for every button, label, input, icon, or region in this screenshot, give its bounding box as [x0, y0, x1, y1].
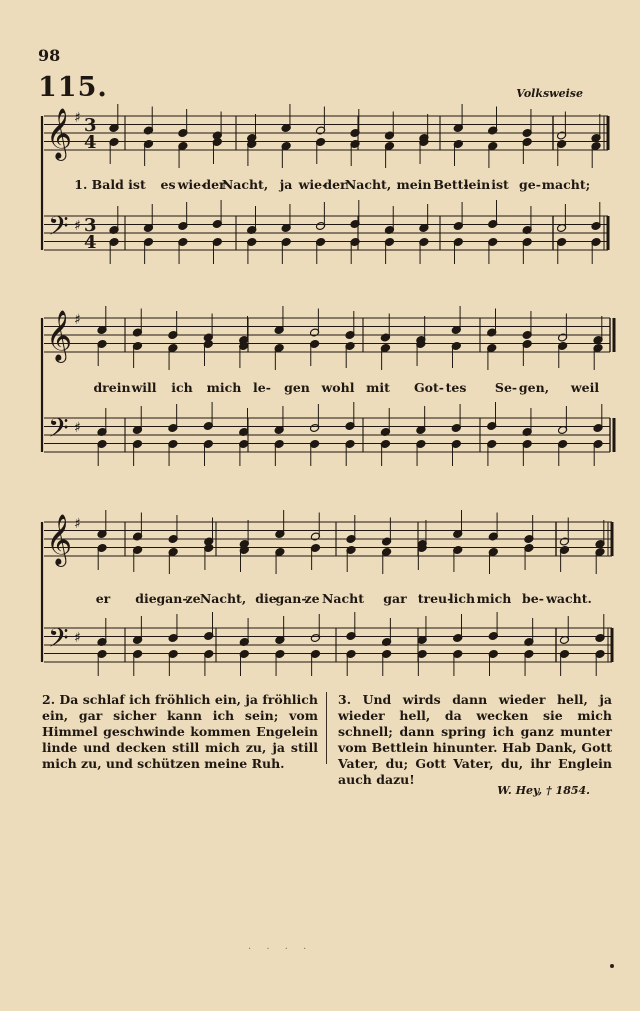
lyric-syllable: ze [185, 591, 201, 606]
tune-label: Volksweise [516, 87, 583, 100]
lyric-syllable: macht; [541, 177, 591, 192]
verse-2: 2. Da schlaf ich fröhlich ein, ja fröhlich ein, gar sicher kann ich sein; vom Himmel geschwinde kommen Engelein linde und decken still mich zu, ja still mich zu, und schützen meine Ruh. [42, 692, 318, 771]
bass-clef-icon: 𝄢 [48, 622, 69, 660]
lyric-syllable: ge- [519, 177, 541, 192]
time-signature-bottom: 4 [84, 132, 97, 153]
sharp-icon: ♯ [74, 420, 81, 436]
lyric-syllable: gen [284, 380, 310, 395]
lyric-syllable: lich [448, 591, 476, 606]
time-signature-top: 3 [84, 215, 97, 236]
lyric-syllable: wie- [298, 177, 328, 192]
lyric-syllable: Bett- [433, 177, 469, 192]
treble-clef-icon: 𝄞 [46, 108, 73, 159]
treble-clef-icon: 𝄞 [46, 514, 73, 565]
page-speck [610, 964, 614, 968]
lyric-syllable: lein [463, 177, 491, 192]
time-signature-bottom: 4 [84, 232, 97, 253]
bass-clef-icon: 𝄢 [48, 210, 69, 248]
lyric-syllable: gan- [275, 591, 307, 606]
lyric-syllable: gar [383, 591, 407, 606]
lyric-syllable: weil [570, 380, 600, 395]
lyric-syllable: ze [304, 591, 320, 606]
lyric-syllable: treu- [417, 591, 453, 606]
lyric-syllable: die [135, 591, 157, 606]
lyrics-line-3 [0, 591, 640, 607]
lyric-syllable: will [131, 380, 157, 395]
treble-clef-icon: 𝄞 [46, 310, 73, 361]
lyric-syllable: Se- [494, 380, 518, 395]
lyric-syllable: Got- [414, 380, 444, 395]
lyric-syllable: wohl [321, 380, 355, 395]
lyric-syllable: be- [522, 591, 544, 606]
lyric-syllable: 1. Bald ist [74, 177, 146, 192]
lyric-syllable: mein [396, 177, 432, 192]
sharp-icon: ♯ [74, 516, 81, 532]
lyric-syllable: wie- [177, 177, 207, 192]
lyric-syllable: es [160, 177, 176, 192]
lyric-syllable: gen, [518, 380, 550, 395]
lyric-syllable: ist [491, 177, 509, 192]
lyric-syllable: ja [279, 177, 293, 192]
page-number: 98 [38, 46, 61, 65]
lyric-syllable: Nacht, [221, 177, 269, 192]
lyric-syllable: Nacht, [344, 177, 392, 192]
lyrics-line-2 [0, 380, 640, 396]
hymn-number: 115. [38, 72, 108, 103]
lyric-syllable: mich [206, 380, 242, 395]
lyric-syllable: wacht. [546, 591, 592, 606]
lyric-syllable: mich [476, 591, 512, 606]
lyric-syllable: le- [253, 380, 271, 395]
lyric-syllable: der [202, 177, 226, 192]
decorative-dots: · · · · [248, 944, 313, 955]
verse-divider [326, 692, 327, 764]
lyric-syllable: Nacht [322, 591, 364, 606]
lyrics-line-1 [0, 177, 640, 193]
bass-clef-icon: 𝄢 [48, 412, 69, 450]
sharp-icon: ♯ [74, 630, 81, 646]
sharp-icon: ♯ [74, 312, 81, 328]
verse-3: 3. Und wirds dann wieder hell, ja wieder hell, da wecken sie mich schnell; dann spring ich ganz munter vom Bettlein hinunter. Hab Dank, Gott Vater, du; Gott Vater, du, ihr Englein auch dazu! [338, 692, 612, 787]
author-credit: W. Hey, † 1854. [497, 784, 590, 797]
lyric-syllable: mit [366, 380, 390, 395]
lyric-syllable: gan- [156, 591, 188, 606]
lyric-syllable: ich [171, 380, 193, 395]
time-signature-top: 3 [84, 115, 97, 136]
lyric-syllable: drein [93, 380, 131, 395]
sharp-icon: ♯ [74, 218, 81, 234]
sharp-icon: ♯ [74, 110, 81, 126]
lyric-syllable: tes [445, 380, 467, 395]
lyric-syllable: die [255, 591, 277, 606]
lyric-syllable: er [95, 591, 111, 606]
lyric-syllable: Nacht, [199, 591, 247, 606]
lyric-syllable: der [323, 177, 347, 192]
